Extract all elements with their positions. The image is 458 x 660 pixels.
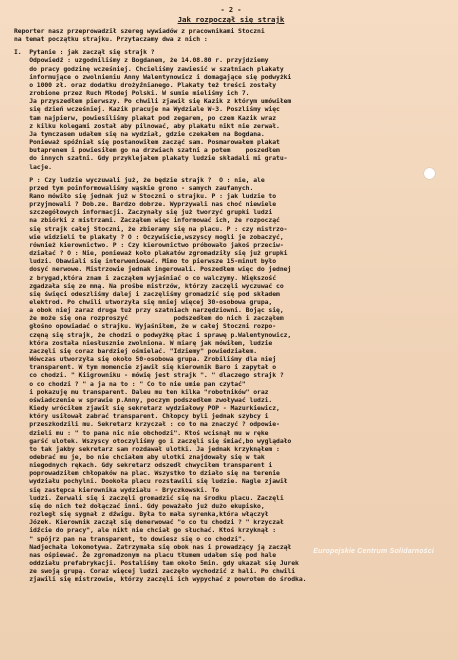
text-line: na zbiórki z mistrzami. Zacząłem więc informować ich, że rozpocząć xyxy=(14,216,280,225)
text-line: do innych szatni. Gdy przyklejałem plakaty ludzie składali mi gratu- xyxy=(14,154,288,163)
text-line: elektrod. Po chwili utworzyła się mniej więcej 30-osobowa grupa, xyxy=(14,298,273,306)
section-one xyxy=(14,48,448,170)
text-line: P : Czy ludzie wyczuwali już, że będzie strajk ? O : nie, ale xyxy=(14,175,265,184)
text-line: o co chodzi ? " a ja na to : " Co to nie umie pan czytać" xyxy=(14,379,246,388)
text-line: poprowadziłem chłopaków na plac. Wszystko to działo się na terenie xyxy=(14,469,280,478)
intro-line: na temat początku strajku. Przytaczamy dwa z nich : xyxy=(14,35,208,44)
intro-line: Reporter nasz przeprowadził szereg wywiadów z pracownikami Stoczni xyxy=(14,27,265,35)
text-line: Odpowiedź : uzgodniliśmy z Bogdanem, że 14.08.80 r. przyjdziemy xyxy=(14,56,269,65)
text-line: butaprenem i powiesiłem go na drzwiach szatni a potem poszedłem xyxy=(14,146,280,155)
intro-paragraph xyxy=(14,27,448,43)
text-line: się zastępca kierownika wydziału - Bryczkowski. To xyxy=(14,485,292,494)
text-line: Ja przyszedłem pierwszy. Po chwili zjawił się Kazik z którym umówiłem xyxy=(14,97,292,106)
text-line: który usiłował zabrać transparent. Chłopcy byli jednak szybcy i xyxy=(14,412,269,421)
text-line: się święci odeszliśmy dalej i zaczęliśmy gromadzić się pod składem xyxy=(14,289,280,298)
text-line: nas ośpiewać. Że zgromadzonym na placu tłumem udałem się pod hale xyxy=(14,550,277,559)
text-line: odebrać mu je, bo nie chciałem aby ulotki znajdowały się w tak xyxy=(14,452,265,461)
text-line: Rano mówiło się jednak już w Stoczni o strajku. P : jak ludzie to xyxy=(14,191,277,200)
text-line: " spójrz pan na transparent, to dowiesz się o co chodzi". xyxy=(14,534,246,543)
text-line: i pokazuję mu transparent. Daleu mu ten kilka "robotników" oraz xyxy=(14,387,269,396)
text-line: garść ulotek. Wszyscy otoczyliśmy go i zaczęli się śmiać,bo wyglądało xyxy=(14,436,292,445)
text-line: o 1000 zł. oraz dodatku drożyźnianego. Plakaty też treści zostały xyxy=(14,80,277,89)
text-line: zrobione przez Ruch Młodej Polski. W sumie mieliśmy ich 7. xyxy=(14,89,250,98)
text-line: co chodzi. " Kiigrowniku - mówię jest strajk ". " dlaczego strajk ? xyxy=(14,371,284,380)
text-line: zgadzała się ze mną. Na prośbe mistrzów, którzy zaczęli wyczuwać co xyxy=(14,281,284,290)
text-line: że może się ona rozproszyć podszedłem do nich i zacząłem xyxy=(14,314,284,323)
text-line: Wówczas utworzyła się około 50-osobowa grupa. Zrobiliśmy dla niej xyxy=(14,355,277,364)
text-line: a obok niej zaraz druga tuż przy szatniach narzędziowni. Bojąc się, xyxy=(14,306,284,315)
text-line: rozległ się sygnał z dźwigu. Była to mała syrenka,która włączył xyxy=(14,510,269,519)
text-line: szczegółowych informacji. Zaczynały się już tworzyć grupki ludzi xyxy=(14,208,273,217)
text-line: dosyć nerwowe. Mistrzowie jednak ingerowali. Poszedłem więc do jednej xyxy=(14,265,292,274)
text-line: ludzi. Obawiali się interweniować. Mimo to pierwsze 15-minut było xyxy=(14,257,277,266)
text-line: zjawili się mistrzowie, którzy zaczęli ich wypychać z powrotem do środka. xyxy=(14,575,307,584)
text-line: ludzi. Zerwali się i zaczęli gromadzić się na środku placu. Zaczęli xyxy=(14,493,284,502)
page-number: - 2 - xyxy=(220,6,242,14)
text-line: działać ? O : Nie, ponieważ koło plakatów zgromadziły się już grupki xyxy=(14,249,288,258)
text-line: głośno opowiadać o strajku. Wyjaśniłem, że w całej Stoczni rozpo- xyxy=(14,322,277,331)
section-two xyxy=(14,176,448,584)
text-line: również kierownictwo. P : Czy kierownictwo próbowało jakoś przeciw- xyxy=(14,240,284,249)
text-line: Ja tymczasem udałem się na wydział, gdzie czekałem na Bogdana. xyxy=(14,129,265,138)
text-line: się strajk całej Stoczni, że zbieramy się na placu. P : czy mistrzo- xyxy=(14,224,288,233)
text-line: przeszkodzili mu. Sekretarz krzyczał : co to ma znaczyć ? odpowie- xyxy=(14,420,280,429)
text-line: to tak jakby sekretarz sam rozdawał ulotki. Ja jednak krzyknąłem : xyxy=(14,444,280,453)
text-line: wydziału pochylni. Dookoła placu rozstawili się ludzie. Nagle zjawił xyxy=(14,477,288,486)
text-line: przyjmowali ? Dob.ze. Bardzo dobrze. Wyprzywali nas choć niewiele xyxy=(14,200,277,209)
text-line: niegodnych rękach. Gdy sekretarz odszedł chwyciłem transparent i xyxy=(14,461,273,470)
text-line: oddziału prefabrykacji. Postaliśmy tam około 5min. gdy ukazał się Jurek xyxy=(14,559,299,567)
text-line: transparent. W tym momencie zjawił się kierownik Baro i zapytał o xyxy=(14,363,277,372)
text-line: I. Pytanie : jak zaczął się strajk ? xyxy=(14,48,155,57)
text-line: do pracy godzinę wcześniej. Chcieliśmy zawiesić w szatniach plakaty xyxy=(14,64,284,73)
text-line: zaczęli się coraz bardziej ośmielać. "Idziemy" powiedziałem. xyxy=(14,346,258,355)
text-line: z kilku kolegami został aby pilnować, aby plakatu nikt nie zerwał. xyxy=(14,121,280,130)
text-line: się do nich też dołączać inni. Gdy poważało już dużo ekupisko, xyxy=(14,501,265,510)
text-line: częną się strajk, że chodzi o podwyżkę płac i sprawę p.Walentynowicz, xyxy=(14,330,292,339)
text-line: Ponieważ spóźniał się postanowiłem zacząć sam. Posmarowałem plakat xyxy=(14,138,280,147)
text-line: dzieli mu : " to pana nic nie obchodzi". Ktoś wcisnął mu w ręke xyxy=(14,428,269,437)
archive-watermark: Europejskie Centrum Solidarności xyxy=(313,548,434,555)
text-line: się dzień wcześniej. Kazik pracuje na Wydziale W-3. Poszliśmy więc xyxy=(14,105,280,114)
text-line: informujące o zwolnieniu Anny Walentynowicz i domagające się podwyżki xyxy=(14,72,292,81)
text-line: lacje. xyxy=(14,162,52,171)
text-line: wie widzieli te plakaty ? O : Oczywiście,wszyscy mogli je zobaczyć, xyxy=(14,232,284,241)
text-line: przed tym poinformowaliśmy wąskie grono - samych zaufanych. xyxy=(14,183,254,192)
text-line: tam najpierw, powiesiliśmy plakat pod zegarem, po czem Kazik wraz xyxy=(14,113,277,122)
text-line: ze swoją grupą. Coraz więcej ludzi zaczęło wychodzić z hali. Po chwili xyxy=(14,567,296,576)
article-title: Jak rozpoczął się strajk xyxy=(177,15,285,24)
text-line: Nadjechała lokomotywa. Zatrzymała się obok nas i prowadzący ją zaczął xyxy=(14,542,292,551)
punch-hole xyxy=(424,168,435,179)
text-line: oświadczenie w sprawie p.Anny, poczym podszedłem zwoływać ludzi. xyxy=(14,395,273,404)
text-line: z brygad,która znam i zacząłem wyjaśniać o co walczymy. Większość xyxy=(14,273,277,282)
text-line: Kiedy wróciłem zjawił się sekretarz wydziałowy POP - Mazurkiewicz, xyxy=(14,404,280,413)
text-line: która została niesłusznie zwolniona. W miarę jak mówiłem, ludzie xyxy=(14,338,273,347)
text-line: Józek. Kierownik zaczął się denerwować "o co tu chodzi ? " krzyczał xyxy=(14,518,284,527)
text-line: idźcie do pracy", ale nikt nie chciał go słuchać. Ktoś krzyknął : xyxy=(14,526,277,535)
